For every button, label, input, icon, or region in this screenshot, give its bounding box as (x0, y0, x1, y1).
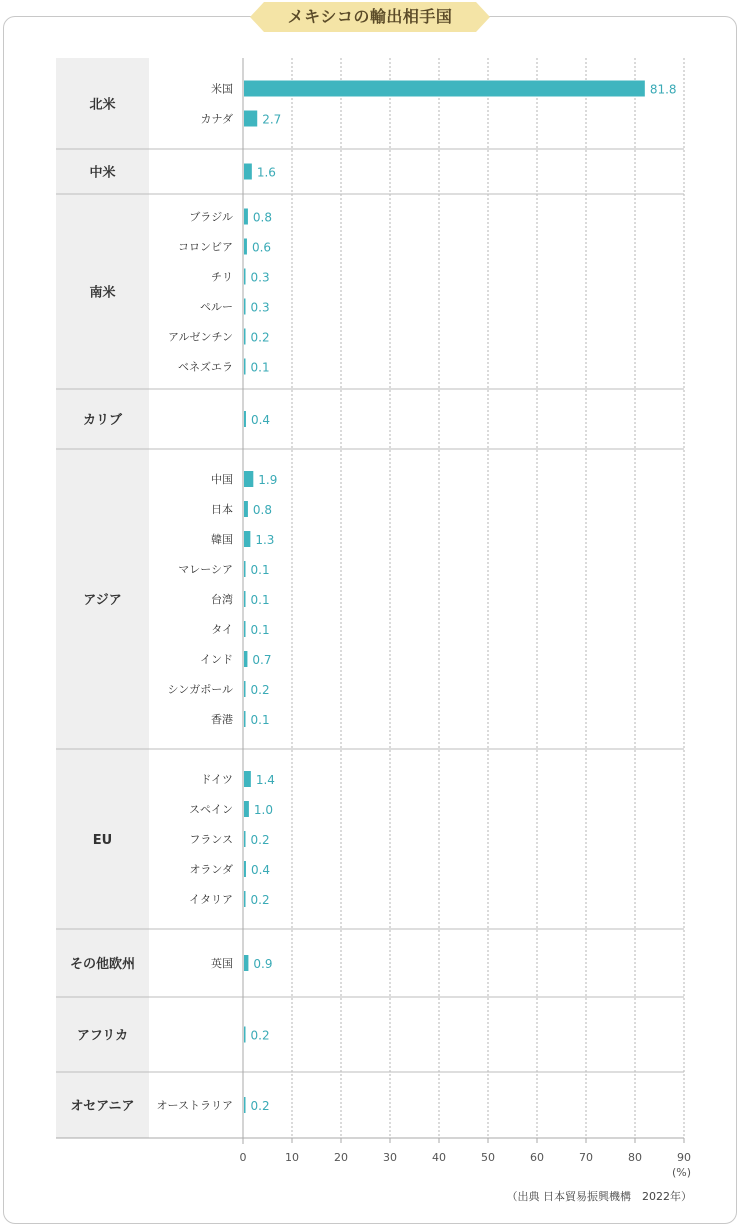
bar (244, 164, 252, 180)
bar (244, 359, 246, 375)
region-label: オセアニア (70, 1099, 135, 1114)
value-label: 0.2 (250, 893, 270, 907)
bar (244, 831, 246, 847)
country-label: チリ (211, 270, 233, 284)
value-label: 0.1 (250, 593, 270, 607)
value-label: 0.2 (250, 683, 270, 697)
bar (244, 891, 246, 907)
value-label: 1.3 (255, 533, 275, 547)
source-label: （出典 日本貿易振興機構 2022年） (506, 1190, 692, 1203)
value-label: 0.1 (250, 623, 270, 637)
country-label: 米国 (211, 82, 233, 96)
x-tick-label: 10 (285, 1151, 299, 1164)
country-label: カナダ (200, 112, 233, 126)
country-label: オランダ (189, 863, 233, 876)
region-label: 北米 (89, 97, 116, 113)
bar (244, 591, 246, 607)
country-label: シンガポール (167, 683, 233, 696)
country-label: インド (200, 653, 233, 666)
country-label: 日本 (211, 503, 233, 516)
x-tick-label: 40 (432, 1151, 446, 1164)
value-label: 1.0 (253, 803, 273, 817)
country-label: 韓国 (211, 533, 233, 546)
bar (244, 411, 246, 427)
value-label: 81.8 (649, 82, 677, 97)
country-label: マレーシア (178, 563, 233, 576)
region-label: その他欧州 (69, 957, 136, 972)
bar (244, 955, 248, 971)
country-label: ペルー (200, 300, 233, 314)
bar (244, 621, 246, 637)
x-tick-label: 70 (579, 1151, 593, 1164)
value-label: 1.6 (256, 165, 276, 180)
bar (244, 471, 253, 487)
bar (244, 329, 246, 345)
value-label: 0.2 (250, 330, 270, 345)
x-tick-label: 90 (677, 1151, 691, 1164)
bar (244, 1097, 246, 1113)
value-label: 0.2 (250, 1099, 270, 1113)
region-label: アジア (83, 593, 122, 608)
country-label: ドイツ (200, 773, 233, 786)
country-label: 英国 (211, 957, 233, 970)
bar (244, 299, 246, 315)
x-tick-label: 60 (530, 1151, 544, 1164)
bar (244, 561, 246, 577)
country-label: オーストラリア (156, 1099, 233, 1112)
value-label: 0.8 (252, 210, 273, 225)
country-label: イタリア (189, 893, 233, 906)
country-label: 香港 (211, 713, 233, 726)
value-label: 0.9 (253, 957, 273, 971)
country-label: コロンビア (178, 240, 233, 254)
bar (244, 711, 246, 727)
region-label: カリブ (82, 413, 123, 428)
value-label: 0.3 (250, 270, 270, 285)
x-tick-label: 20 (334, 1151, 348, 1164)
country-label: スペイン (189, 803, 233, 816)
country-label: タイ (211, 623, 233, 636)
x-tick-label: 0 (239, 1151, 247, 1164)
region-label: 南米 (89, 285, 116, 301)
x-tick-label: 80 (628, 1151, 642, 1164)
region-label: 中米 (89, 165, 116, 181)
country-label: 台湾 (211, 593, 233, 606)
value-label: 2.7 (262, 112, 282, 127)
bar (244, 1027, 246, 1043)
value-label: 0.1 (250, 360, 270, 375)
region-label: EU (92, 833, 113, 848)
bar (244, 651, 247, 667)
value-label: 0.8 (252, 503, 273, 517)
region-label: アフリカ (76, 1028, 129, 1044)
value-label: 0.2 (250, 833, 270, 847)
bar (244, 111, 257, 127)
bar (244, 209, 248, 225)
value-label: 1.9 (258, 473, 278, 487)
country-label: ブラジル (189, 210, 233, 224)
chart-title: メキシコの輸出相手国 (287, 7, 453, 26)
bar (244, 681, 246, 697)
value-label: 0.7 (252, 653, 272, 667)
bar (244, 531, 250, 547)
bar (244, 801, 249, 817)
value-label: 1.4 (255, 773, 275, 787)
value-label: 0.1 (250, 713, 270, 727)
value-label: 0.6 (251, 240, 272, 255)
country-label: 中国 (211, 473, 233, 486)
country-label: アルゼンチン (167, 330, 233, 344)
bar (244, 501, 248, 517)
country-label: ベネズエラ (178, 360, 233, 374)
bar (244, 239, 247, 255)
country-label: フランス (189, 833, 233, 846)
bar (244, 81, 645, 97)
bar (244, 861, 246, 877)
x-tick-label: 30 (383, 1151, 397, 1164)
unit-label: (%) (672, 1166, 692, 1179)
value-label: 0.4 (250, 413, 271, 427)
bar (244, 269, 246, 285)
value-label: 0.4 (250, 863, 271, 877)
bar (244, 771, 251, 787)
value-label: 0.2 (250, 1028, 270, 1043)
x-tick-label: 50 (481, 1151, 495, 1164)
value-label: 0.3 (250, 300, 270, 315)
value-label: 0.1 (250, 563, 270, 577)
